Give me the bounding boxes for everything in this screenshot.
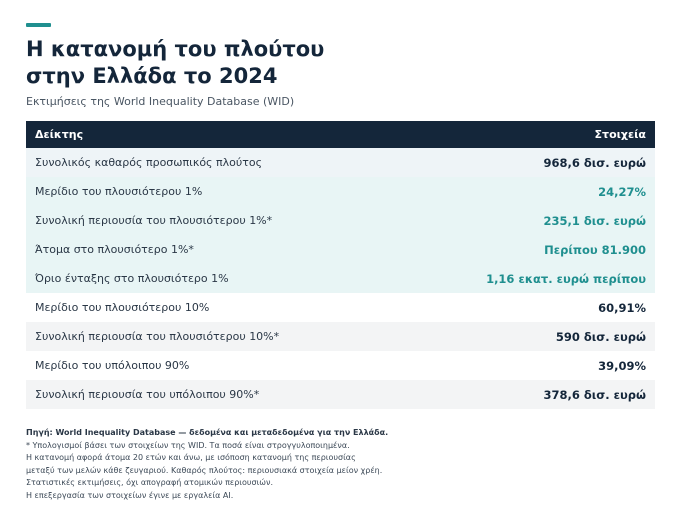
note-line: Η κατανομή αφορά άτομα 20 ετών και άνω, με ισόποση κατανομή της περιουσίας [26, 453, 356, 463]
table-row [26, 235, 655, 264]
row-label: Μερίδιο του πλουσιότερου 1% [26, 177, 401, 206]
table-row [26, 206, 655, 235]
wealth-table [26, 121, 655, 409]
table-row [26, 293, 655, 322]
row-value: 968,6 δισ. ευρώ [401, 148, 655, 177]
row-value: 60,91% [401, 293, 655, 322]
wealth-table-container [26, 121, 655, 409]
row-label: Άτομα στο πλουσιότερο 1%* [26, 235, 401, 264]
subtitle: Εκτιμήσεις της World Inequality Database (WID) [26, 95, 295, 108]
column-header-data: Στοιχεία [401, 121, 655, 148]
row-value: 590 δισ. ευρώ [401, 322, 655, 351]
table-row [26, 380, 655, 409]
row-label: Συνολικός καθαρός προσωπικός πλούτος [26, 148, 401, 177]
note-line: Στατιστικές εκτιμήσεις, όχι απογραφή ατομικών περιουσιών. [26, 478, 274, 488]
row-value: 1,16 εκατ. ευρώ περίπου [401, 264, 655, 293]
title-line-1: Η κατανομή του πλούτου [26, 37, 325, 61]
note-line: Η επεξεργασία των στοιχείων έγινε με εργαλεία AI. [26, 490, 234, 500]
row-label: Μερίδιο του υπόλοιπου 90% [26, 351, 401, 380]
row-value: 235,1 δισ. ευρώ [401, 206, 655, 235]
table-row [26, 322, 655, 351]
row-value: 39,09% [401, 351, 655, 380]
column-header-indicator: Δείκτης [26, 121, 401, 148]
row-label: Όριο ένταξης στο πλουσιότερο 1% [26, 264, 401, 293]
row-label: Συνολική περιουσία του υπόλοιπου 90%* [26, 380, 401, 409]
row-value: 24,27% [401, 177, 655, 206]
row-value: 378,6 δισ. ευρώ [401, 380, 655, 409]
source-line: Πηγή: World Inequality Database — δεδομένα και μεταδεδομένα για την Ελλάδα. [26, 428, 389, 437]
table-row [26, 148, 655, 177]
accent-bar [26, 23, 51, 27]
row-value: Περίπου 81.900 [401, 235, 655, 264]
source-notes [26, 427, 656, 503]
row-label: Συνολική περιουσία του πλουσιότερου 10%* [26, 322, 401, 351]
row-label: Μερίδιο του πλουσιότερου 10% [26, 293, 401, 322]
table-row [26, 177, 655, 206]
table-header-row [26, 121, 655, 148]
table-row [26, 264, 655, 293]
title-line-2: στην Ελλάδα το 2024 [26, 64, 278, 88]
row-label: Συνολική περιουσία του πλουσιότερου 1%* [26, 206, 401, 235]
page-title [26, 36, 626, 90]
table-row [26, 351, 655, 380]
note-line: μεταξύ των μελών κάθε ζευγαριού. Καθαρός πλούτος: περιουσιακά στοιχεία μείον χρέη. [26, 465, 383, 475]
note-line: * Υπολογισμοί βάσει των στοιχείων της WID. Τα ποσά είναι στρογγυλοποιημένα. [26, 440, 350, 450]
